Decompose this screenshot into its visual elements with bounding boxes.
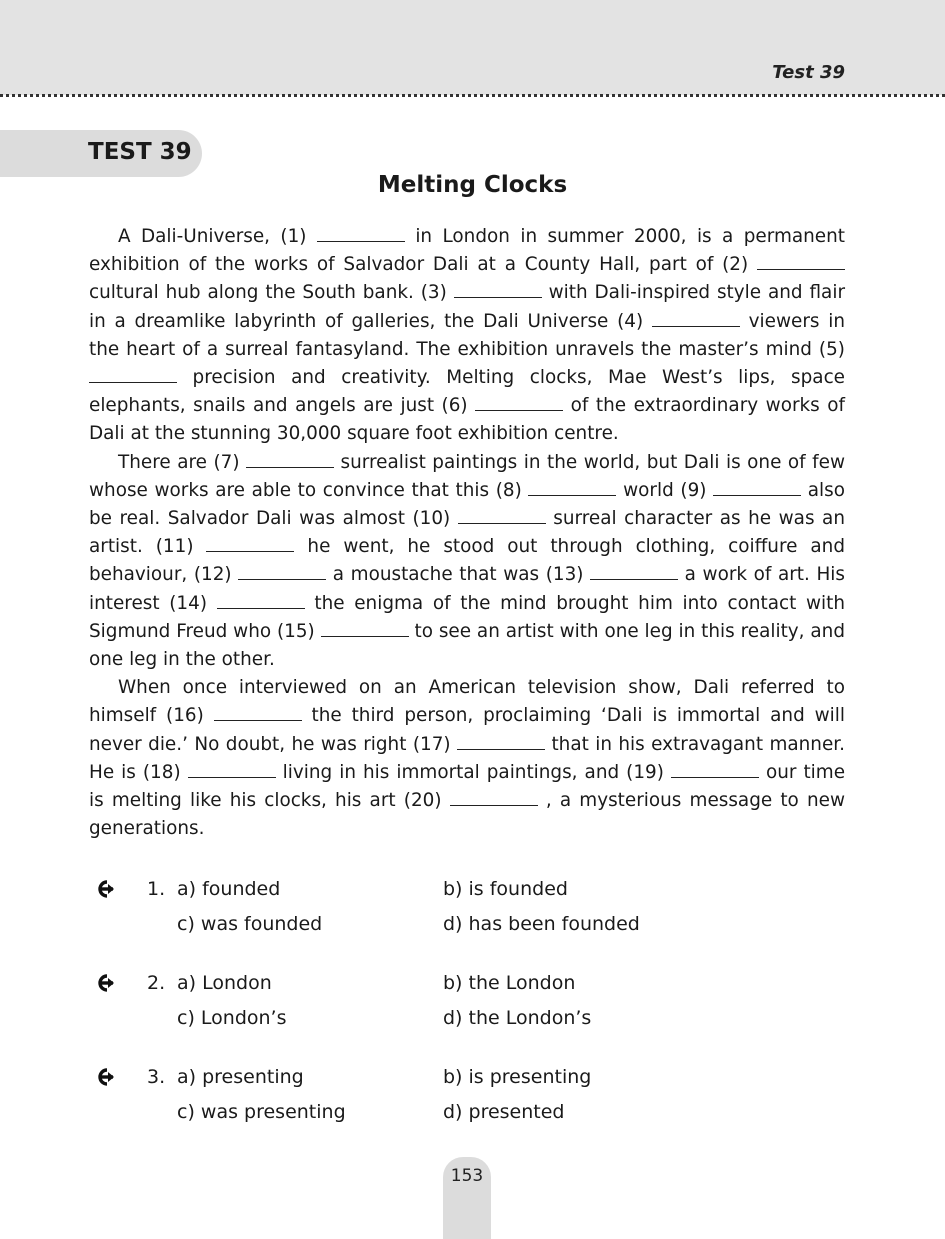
passage-text: living in his immortal paintings, and (19) bbox=[275, 761, 671, 783]
option-a[interactable]: a) presenting bbox=[177, 1066, 304, 1088]
answer-blank[interactable] bbox=[652, 312, 740, 327]
passage-text: to see an artist with one leg in this reality, and one leg in the other. bbox=[89, 620, 845, 671]
passage-text: There are (7) bbox=[118, 451, 247, 473]
passage-text: a work of art. His interest (14) bbox=[89, 564, 845, 614]
passage-text: our time is melting like his clocks, his art (20) bbox=[89, 761, 846, 812]
passage-text: cultural hub along the South bank. (3) bbox=[89, 282, 454, 304]
passage-text: a moustache that was (13) bbox=[326, 564, 591, 586]
answer-blank[interactable] bbox=[217, 594, 305, 609]
answer-blank[interactable] bbox=[528, 481, 616, 496]
answer-blank[interactable] bbox=[757, 255, 845, 270]
page-number: 153 bbox=[450, 1166, 484, 1186]
passage-text: surrealist paintings in the world, but Dali is one of few whose works are able to convince that this (8) bbox=[89, 451, 845, 501]
passage-text: , a mysterious message to new generations. bbox=[89, 790, 845, 840]
question-number: 3. bbox=[147, 1066, 166, 1088]
answer-blank[interactable] bbox=[317, 227, 405, 242]
option-c[interactable]: c) was founded bbox=[177, 913, 323, 935]
running-header: Test 39 bbox=[772, 62, 845, 83]
passage-text: that in his extravagant manner. He is (18) bbox=[89, 733, 845, 783]
passage-title: Melting Clocks bbox=[377, 172, 568, 198]
question-number: 1. bbox=[147, 878, 166, 900]
passage-text: surreal character as he was an artist. (11) bbox=[89, 508, 845, 558]
option-b[interactable]: b) the London bbox=[443, 972, 576, 994]
option-c[interactable]: c) was presenting bbox=[177, 1101, 346, 1123]
answer-blank[interactable] bbox=[89, 368, 177, 383]
option-d[interactable]: d) the London’s bbox=[443, 1007, 592, 1029]
arrow-icon bbox=[93, 972, 115, 994]
question-2 bbox=[0, 972, 945, 1042]
test-label: TEST 39 bbox=[88, 139, 192, 165]
passage-text: A Dali-Universe, (1) bbox=[118, 226, 317, 247]
answer-blank[interactable] bbox=[713, 481, 801, 496]
answer-blank[interactable] bbox=[450, 791, 538, 806]
dotted-divider bbox=[0, 94, 945, 97]
question-number: 2. bbox=[147, 972, 166, 994]
answer-blank[interactable] bbox=[246, 453, 334, 468]
paragraph bbox=[89, 223, 845, 449]
question-3 bbox=[0, 1066, 945, 1136]
arrow-icon bbox=[93, 1066, 115, 1088]
paragraph bbox=[89, 449, 845, 675]
option-c[interactable]: c) London’s bbox=[177, 1007, 287, 1029]
passage-text: also be real. Salvador Dali was almost (10) bbox=[89, 479, 845, 530]
passage bbox=[89, 223, 845, 843]
passage-text: in London in summer 2000, is a permanent exhibition of the works of Salvador Dali at a County Hall, part of (2) bbox=[89, 226, 845, 276]
passage-text: the enigma of the mind brought him into contact with Sigmund Freud who (15) bbox=[89, 592, 845, 642]
question-1 bbox=[0, 878, 945, 948]
answer-blank[interactable] bbox=[321, 622, 409, 637]
answer-blank[interactable] bbox=[238, 565, 326, 580]
passage-text: he went, he stood out through clothing, coiffure and behaviour, (12) bbox=[89, 536, 845, 586]
answer-blank[interactable] bbox=[458, 509, 546, 524]
answer-blank[interactable] bbox=[188, 763, 276, 778]
option-a[interactable]: a) founded bbox=[177, 878, 281, 900]
option-d[interactable]: d) has been founded bbox=[443, 913, 640, 935]
answer-blank[interactable] bbox=[206, 537, 294, 552]
passage-text: the third person, proclaiming ‘Dali is immortal and will never die.’ No doubt, he was right (17) bbox=[89, 705, 845, 755]
answer-blank[interactable] bbox=[457, 735, 545, 750]
option-b[interactable]: b) is founded bbox=[443, 878, 568, 900]
option-b[interactable]: b) is presenting bbox=[443, 1066, 592, 1088]
passage-text: viewers in the heart of a surreal fantasyland. The exhibition unravels the master’s mind (5) bbox=[89, 310, 845, 360]
option-d[interactable]: d) presented bbox=[443, 1101, 565, 1123]
paragraph bbox=[89, 674, 845, 843]
answer-blank[interactable] bbox=[590, 565, 678, 580]
passage-text: When once interviewed on an American television show, Dali referred to himself (16) bbox=[89, 677, 845, 727]
answer-blank[interactable] bbox=[454, 283, 542, 298]
answer-blank[interactable] bbox=[475, 396, 563, 411]
answer-blank[interactable] bbox=[214, 706, 302, 721]
answer-blank[interactable] bbox=[671, 763, 759, 778]
passage-text: precision and creativity. Melting clocks, Mae West’s lips, space elephants, snails and angels are just (6) bbox=[89, 367, 845, 417]
option-a[interactable]: a) London bbox=[177, 972, 272, 994]
passage-text: world (9) bbox=[616, 479, 714, 501]
test-label-tab bbox=[0, 130, 202, 177]
passage-text: of the extraordinary works of Dali at the stunning 30,000 square foot exhibition centre. bbox=[89, 395, 845, 445]
arrow-icon bbox=[93, 878, 115, 900]
passage-text: with Dali-inspired style and flair in a dreamlike labyrinth of galleries, the Dali Universe (4) bbox=[89, 282, 846, 332]
